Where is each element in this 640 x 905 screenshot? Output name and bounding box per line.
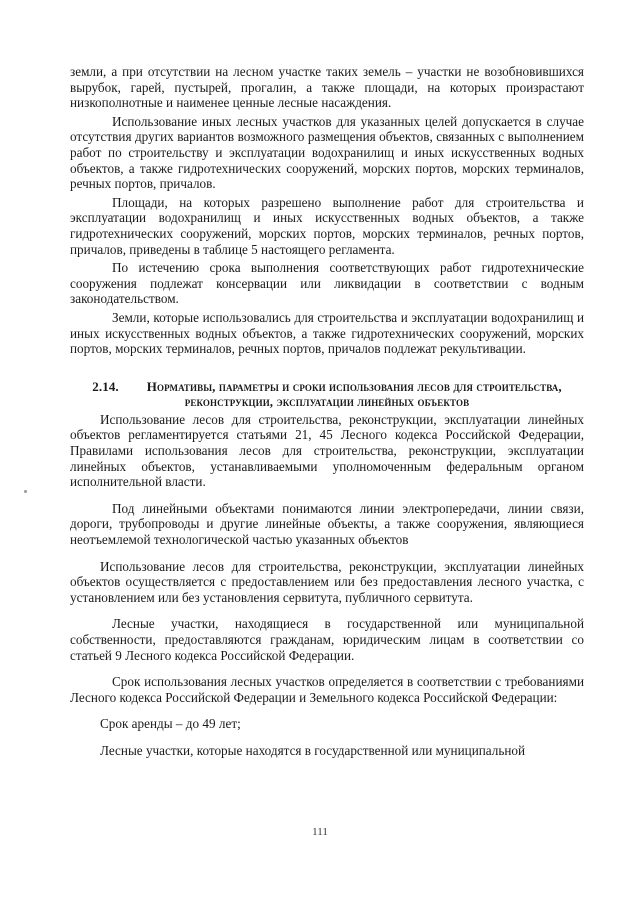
- section-number: 2.14.: [92, 378, 119, 394]
- paragraph: Земли, которые использовались для строительства и эксплуатации водохранилищ и иных искусственных водных объектов, а также гидротехнических сооружений, морских портов, морских терминалов, речных портов, причалов подлежат рекультивации.: [70, 309, 584, 357]
- paragraph-continued: земли, а при отсутствии на лесном участке таких земель – участки не возобновившихся вырубок, гарей, пустырей, прогалин, а также площади, на которых произрастают низкополнотные и наименее ценные лесные насаждения.: [70, 64, 584, 111]
- scan-margin-speck: [24, 490, 27, 493]
- section-title: Нормативы, параметры и сроки использования лесов для строительства, реконструкции, эксплуатации линейных объектов: [146, 378, 562, 410]
- paragraph: Использование иных лесных участков для указанных целей допускается в случае отсутствия других вариантов возможного размещения объектов, связанных с выполнением работ по строительству и эксплуатации водохранилищ и иных искусственных водных объектов, а также гидротехнических сооружений, морских портов, морских терминалов, речных портов, причалов.: [70, 113, 584, 192]
- paragraph: По истечению срока выполнения соответствующих работ гидротехнические сооружения подлежат консервации или ликвидации в соответствии с водным законодательством.: [70, 260, 584, 307]
- page-number: 111: [312, 826, 328, 838]
- paragraph: Использование лесов для строительства, реконструкции, эксплуатации линейных объектов осуществляется с предоставлением или без предоставления лесного участка, с установлением или без установления сервитута, публичного сервитута.: [70, 558, 584, 605]
- paragraph: Использование лесов для строительства, реконструкции, эксплуатации линейных объектов регламентируется статьями 21, 45 Лесного кодекса Российской Федерации, Правилами использования лесов для строительства, реконструкции, эксплуатации линейных объектов, устанавливаемыми уполномоченным федеральным органом исполнительной власти.: [70, 411, 584, 490]
- section-heading: [70, 379, 584, 410]
- paragraph: Под линейными объектами понимаются линии электропередачи, линии связи, дороги, трубопроводы и другие линейные объекты, а также сооружения, являющиеся неотъемлемой технологической частью указанных объектов: [70, 500, 584, 548]
- list-item: Срок аренды – до 49 лет;: [100, 716, 241, 732]
- paragraph: Площади, на которых разрешено выполнение работ для строительства и эксплуатации водохранилищ и иных искусственных водных объектов, а также гидротехнических сооружений, морских портов, морских терминалов, речных портов, причалов, приведены в таблице 5 настоящего регламента.: [70, 194, 584, 257]
- document-page: [70, 64, 584, 762]
- paragraph-truncated: Лесные участки, которые находятся в государственной или муниципальной: [100, 742, 526, 758]
- paragraph: Лесные участки, находящиеся в государственной или муниципальной собственности, предоставляются гражданам, юридическим лицам в соответствии со статьей 9 Лесного кодекса Российской Федерации.: [70, 616, 584, 663]
- paragraph: Срок использования лесных участков определяется в соответствии с требованиями Лесного кодекса Российской Федерации и Земельного кодекса Российской Федерации:: [70, 674, 584, 705]
